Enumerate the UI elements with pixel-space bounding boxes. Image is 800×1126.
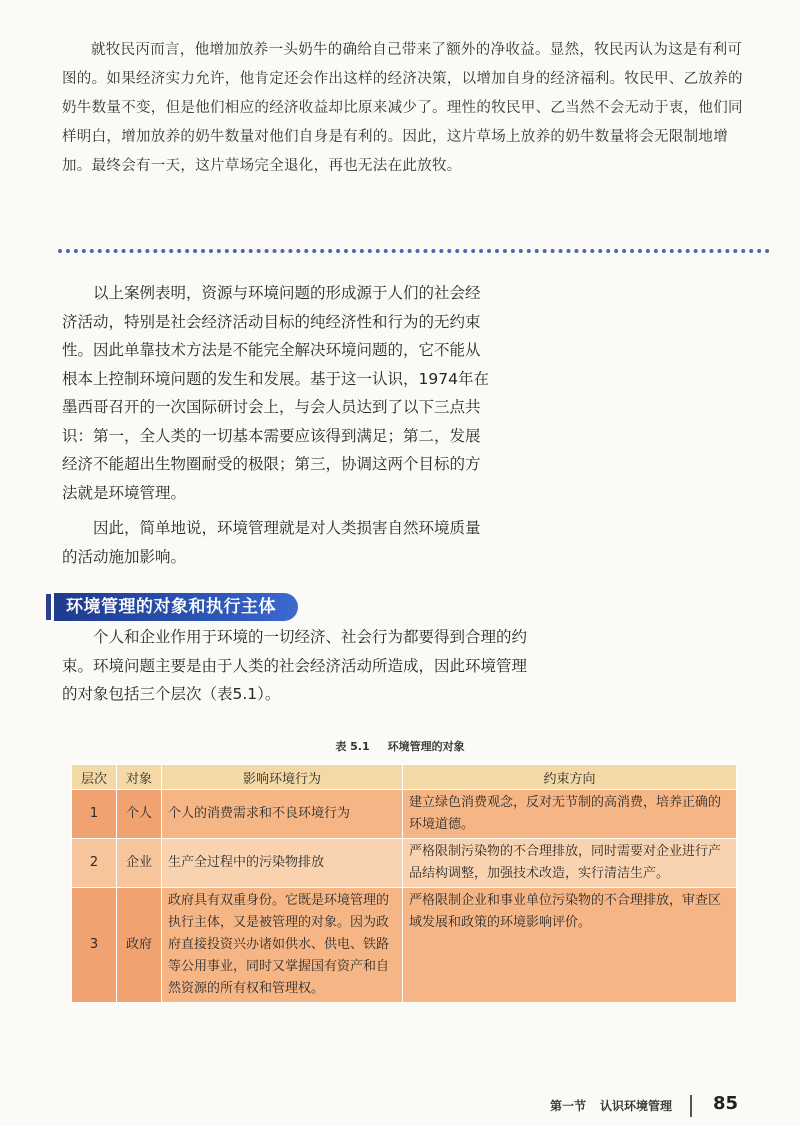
table-caption-title: 环境管理的对象 bbox=[387, 740, 465, 753]
page-number: 85 bbox=[712, 1093, 738, 1114]
section-heading bbox=[46, 592, 298, 622]
cell-level: 3 bbox=[72, 888, 117, 1003]
cell-constraint: 严格限制污染物的不合理排放，同时需要对企业进行产品结构调整，加强技术改造，实行清洁生产。 bbox=[403, 839, 737, 888]
table-row bbox=[72, 888, 737, 1003]
cell-constraint: 建立绿色消费观念，反对无节制的高消费，培养正确的环境道德。 bbox=[403, 790, 737, 839]
footer-section-name bbox=[550, 1097, 672, 1114]
cell-level: 2 bbox=[72, 839, 117, 888]
cell-object: 个人 bbox=[117, 790, 162, 839]
cell-behavior: 个人的消费需求和不良环境行为 bbox=[162, 790, 403, 839]
table-row bbox=[72, 790, 737, 839]
table-header-row bbox=[72, 765, 737, 790]
header-level: 层次 bbox=[72, 765, 117, 790]
section-heading-title: 环境管理的对象和执行主体 bbox=[54, 593, 298, 621]
table-caption bbox=[0, 738, 800, 754]
body-paragraph-1 bbox=[62, 279, 494, 507]
section-paragraph bbox=[62, 623, 532, 709]
cell-object: 政府 bbox=[117, 888, 162, 1003]
body-paragraph-1-text: 以上案例表明，资源与环境问题的形成源于人们的社会经济活动，特别是社会经济活动目标的纯经济性和行为的无约束性。因此单靠技术方法是不能完全解决环境问题的，它不能从根本上控制环境问题的发生和发展。基于这一认识，1974年在墨西哥召开的一次国际研讨会上，与会人员达到了以下三点共识：第一，全人类的一切基本需要应该得到满足；第二，发展经济不能超出生物圈耐受的极限；第三，协调这两个目标的方法就是环境管理。 bbox=[62, 284, 489, 502]
body-paragraph-2-text: 因此，简单地说，环境管理就是对人类损害自然环境质量的活动施加影响。 bbox=[62, 519, 481, 566]
dotted-divider bbox=[58, 249, 770, 253]
section-paragraph-text: 个人和企业作用于环境的一切经济、社会行为都要得到合理的约束。环境问题主要是由于人类的社会经济活动所造成，因此环境管理的对象包括三个层次（表5.1）。 bbox=[62, 628, 528, 703]
table-caption-number: 表 5.1 bbox=[335, 740, 370, 753]
footer-section-number: 第一节 bbox=[549, 1099, 586, 1113]
cell-behavior: 政府具有双重身份。它既是环境管理的执行主体，又是被管理的对象。因为政府直接投资兴办诸如供水、供电、铁路等公用事业，同时又掌握国有资产和自然资源的所有权和管理权。 bbox=[162, 888, 403, 1003]
case-study-paragraph: 就牧民丙而言，他增加放养一头奶牛的确给自己带来了额外的净收益。显然，牧民丙认为这是有利可图的。如果经济实力允许，他肯定还会作出这样的经济决策，以增加自身的经济福利。牧民甲、乙放养的奶牛数量不变，但是他们相应的经济收益却比原来减少了。理性的牧民甲、乙当然不会无动于衷，他们同样明白，增加放养的奶牛数量对他们自身是有利的。因此，这片草场上放养的奶牛数量将会无限制地增加。最终会有一天，这片草场完全退化，再也无法在此放牧。 bbox=[62, 42, 743, 174]
environment-management-objects-table bbox=[71, 764, 737, 1003]
body-paragraph-2 bbox=[62, 514, 494, 571]
page-footer bbox=[0, 1095, 800, 1119]
cell-level: 1 bbox=[72, 790, 117, 839]
header-behavior: 影响环境行为 bbox=[162, 765, 403, 790]
cell-object: 企业 bbox=[117, 839, 162, 888]
table-row bbox=[72, 839, 737, 888]
header-object: 对象 bbox=[117, 765, 162, 790]
cell-constraint: 严格限制企业和事业单位污染物的不合理排放，审查区域发展和政策的环境影响评价。 bbox=[403, 888, 737, 1003]
footer-section-title: 认识环境管理 bbox=[599, 1099, 672, 1113]
header-constraint: 约束方向 bbox=[403, 765, 737, 790]
cell-behavior: 生产全过程中的污染物排放 bbox=[162, 839, 403, 888]
footer-divider bbox=[690, 1095, 692, 1117]
heading-accent-bar bbox=[46, 594, 51, 620]
case-study-text bbox=[62, 36, 752, 181]
